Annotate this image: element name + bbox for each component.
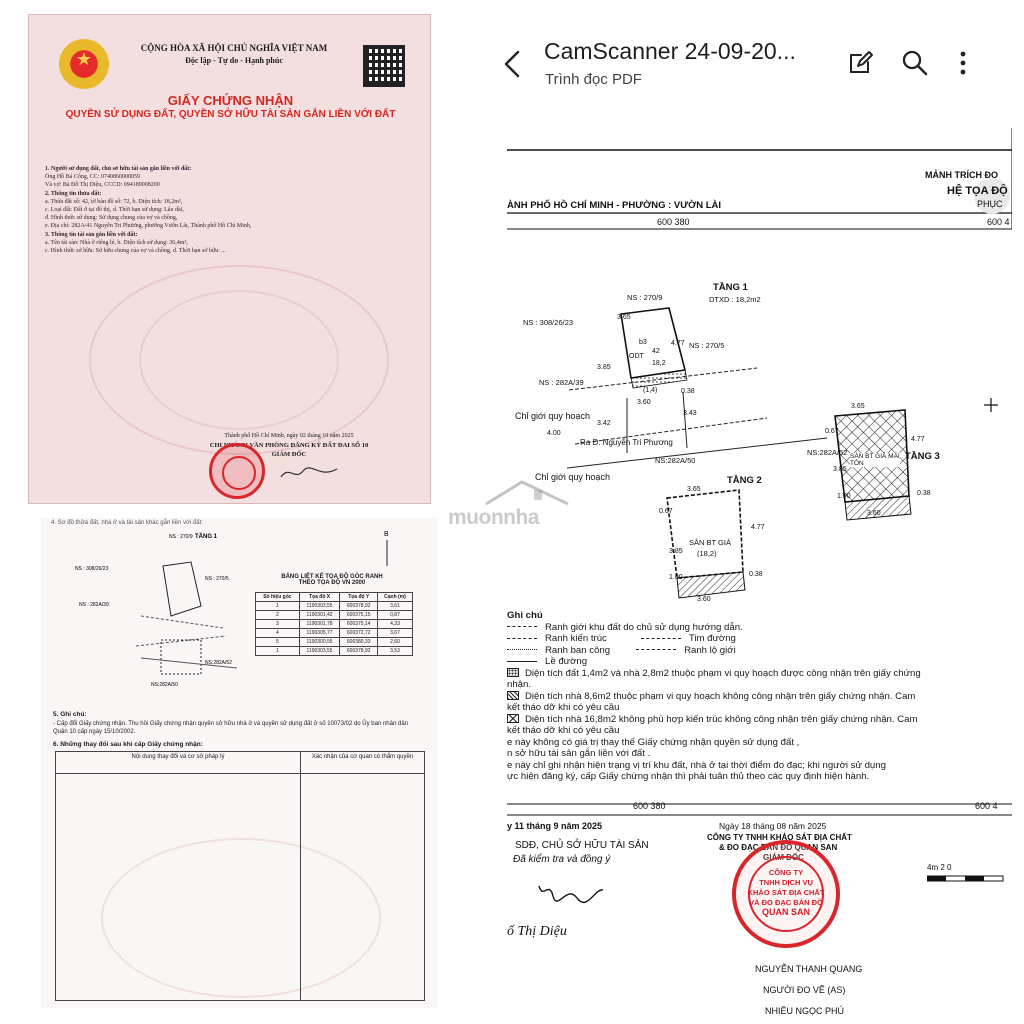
dim-477-a: 4.77 (671, 340, 685, 347)
table-row (256, 638, 413, 647)
legend-title: Ghi chú (507, 610, 543, 621)
house-logo-icon (482, 478, 572, 508)
table-cell: 3,53 (378, 647, 413, 656)
signature (279, 463, 339, 483)
dim-365-a: 3.65 (617, 314, 631, 321)
ns-left-top: NS : 308/26/23 (523, 318, 574, 327)
svg-text:NS : 270/5: NS : 270/5 (205, 576, 229, 582)
national-emblem-icon (59, 39, 109, 89)
dim-365-c: 3.65 (851, 403, 865, 410)
extract-page (41, 518, 438, 1008)
table-row (256, 620, 413, 629)
company-stamp: CÔNG TY TNHH DỊCH VỤ KHẢO SÁT ĐỊA CHẤT VÀ ĐO ĐẠC BẢN ĐỒ QUAN SAN (732, 840, 840, 948)
certificate-body (45, 165, 415, 255)
table-cell: 2,60 (378, 638, 413, 647)
table-header: Tọa độ Y (340, 593, 378, 602)
table-header: Tọa độ X (299, 593, 340, 602)
motto: Độc lập - Tự do - Hạnh phúc (185, 56, 283, 65)
floor-2-label: SÂN BT GIẢ (689, 538, 731, 547)
location-line: ÀNH PHỐ HỒ CHÍ MINH - PHƯỜNG : VƯỜN LÀI (507, 200, 722, 211)
svg-text:NS : 308/26/23: NS : 308/26/23 (75, 566, 109, 572)
certificate-line: Và vợ: Bà Đỗ Thị Diệu, CCCD: 094189008200 (45, 182, 160, 189)
director-title: GIÁM ĐỐC (271, 451, 307, 458)
dim-038-c: 0.38 (917, 490, 931, 497)
table-cell: 600378,92 (340, 647, 378, 656)
pdf-page[interactable] (507, 128, 1012, 1024)
certificate-line: đ. Hình thức sử dụng: Sử dụng chung của vợ và chồng, (45, 215, 178, 222)
notice-line: e này chỉ ghi nhận hiện trạng vị trí khu đất, nhà ở tại thời điểm đo đạc; khi người sử dụng (507, 759, 886, 771)
edit-icon[interactable] (846, 48, 876, 78)
parcel-number: 42 (652, 348, 660, 355)
certificate-line: c. Hình thức sở hữu: Sở hữu chung của vợ và chồng, d. Thời hạn sở hữu: ... (45, 248, 226, 255)
notes-text: - Cấp đổi Giấy chứng nhận. Thu hồi Giấy chứng nhận quyền sở hữu nhà ở và quyền sử dụng đất ở số 10073/02 do Ủy ban nhân dân Quận 10 cấp ngày 15/10/2002. (53, 721, 408, 735)
changes-col-content: Nội dung thay đổi và cơ sở pháp lý (56, 752, 301, 774)
grid-label: 600 380 (657, 217, 690, 227)
date-left: y 11 tháng 9 năm 2025 (507, 821, 603, 831)
document-title: CamScanner 24-09-20... (544, 38, 796, 64)
notice-line: e này không có giá trị thay thế Giấy chứng nhận quyền sử dụng đất , (507, 736, 800, 748)
company-name-2: & ĐO ĐẠC BẢN ĐỒ QUAN SAN (719, 843, 838, 852)
watermark-seal-inner (139, 290, 339, 430)
watermark-text: muonnha (448, 506, 539, 529)
ns-right: NS : 270/5 (689, 341, 725, 350)
dim-067-b: 0.67 (659, 508, 673, 515)
floor-3-label: SÀN BT GIẢ MÁI TÔN (850, 453, 900, 467)
footer-grid-label: 600 380 (633, 801, 666, 811)
ns-top: NS : 270/9 (627, 293, 663, 302)
search-icon[interactable] (900, 48, 930, 78)
dim-360-c: 3.60 (867, 510, 881, 517)
grid-label-right: 600 4 (987, 217, 1010, 227)
svg-text:NS:282A/52: NS:282A/52 (205, 660, 232, 666)
svg-text:NS : 282A/39: NS : 282A/39 (79, 602, 109, 608)
footer-grid-label-right: 600 4 (975, 801, 998, 811)
section-4-header: 4. Sơ đồ thửa đất, nhà ở và tài sản khác gắn liền với đất: (51, 520, 203, 526)
dim-038-a: 0.38 (681, 388, 695, 395)
owner-name: ố Thị Diệu (507, 924, 567, 939)
coordinate-system: HỆ TỌA ĐỘ (947, 185, 1008, 197)
dots-swatch-icon (507, 668, 519, 677)
certificate-line: e. Địa chỉ: 282A/41 Nguyễn Tri Phương, phường Vườn Lài, Thành phố Hồ Chí Minh, (45, 223, 252, 230)
dim-360-a: 3.60 (637, 399, 651, 406)
table-row (256, 611, 413, 620)
cross-swatch-icon (507, 714, 519, 723)
legend (507, 610, 927, 783)
table-row (256, 629, 413, 638)
owner-line: SDĐ, CHỦ SỞ HỮU TÀI SẢN (515, 840, 649, 851)
director-label: GIÁM ĐỐC (763, 853, 804, 862)
table-cell: 1190300,55 (299, 638, 340, 647)
site-watermark (442, 478, 582, 534)
svg-text:NS : 270/9: NS : 270/9 (169, 534, 193, 540)
table-cell: 5 (256, 638, 300, 647)
dim-400: 4.00 (547, 430, 561, 437)
legend-item: Lề đường (507, 656, 927, 668)
table-cell: 4,33 (378, 620, 413, 629)
coordinate-system-cont: PHỤC (977, 199, 1003, 209)
certificate-title: GIẤY CHỨNG NHẬN (167, 93, 294, 108)
page-header-frame (507, 128, 1012, 248)
nation-heading: CỘNG HÒA XÃ HỘI CHỦ NGHĨA VIỆT NAM (140, 43, 328, 53)
table-cell: 1190301,42 (299, 611, 340, 620)
scale-bar (927, 874, 1007, 884)
date-right: Ngày 18 tháng 08 năm 2025 (719, 821, 827, 831)
notes-title: 5. Ghi chú: (53, 711, 87, 718)
signer-name: NGUYỄN THANH QUANG (755, 964, 863, 974)
table-cell: 3,67 (378, 629, 413, 638)
ns-left: NS : 282A/39 (539, 378, 584, 387)
dim-100-c: 1.00 (837, 493, 851, 500)
table-cell: 600375,14 (340, 620, 378, 629)
dim-100-b: 1.00 (669, 574, 683, 581)
owner-signature (537, 876, 607, 906)
scale-label: 4m 2 0 (927, 863, 952, 872)
dim-385-b: 3.85 (669, 548, 683, 555)
dim-038-b: 0.38 (749, 571, 763, 578)
surveyor-name: NHIÊU NGỌC PHÚ (765, 1006, 845, 1016)
qr-code-icon (363, 45, 405, 87)
dim-477-b: 4.77 (751, 524, 765, 531)
extract-title: MẢNH TRÍCH ĐO (925, 170, 998, 180)
svg-text:TẦNG 1: TẦNG 1 (195, 534, 218, 540)
legend-item: Ranh ban công Ranh lộ giới (507, 645, 927, 657)
table-row (256, 647, 413, 656)
table-cell: 1 (256, 602, 300, 611)
red-seal-stamp (209, 443, 265, 499)
table-cell: 1190303,55 (299, 602, 340, 611)
certificate-subtitle: QUYỀN SỬ DỤNG ĐẤT, QUYỀN SỞ HỮU TÀI SẢN GẮN LIỀN VỚI ĐẤT (65, 109, 396, 120)
parcel-label: ODT (629, 353, 644, 360)
planning-line-2: Chỉ giới quy hoạch (535, 472, 610, 482)
agree-line: Đã kiểm tra và đồng ý (513, 854, 611, 865)
table-cell: 600378,92 (340, 602, 378, 611)
table-cell: 1190303,55 (299, 647, 340, 656)
dim-067-c: 0.67 (825, 428, 839, 435)
coordinate-table-title: BẢNG LIỆT KÊ TỌA ĐỘ GÓC RANH THEO TỌA ĐỘ VN 2000 (281, 574, 383, 586)
table-row (256, 602, 413, 611)
certificate-line: 3. Thông tin tài sản gắn liền với đất: (45, 231, 138, 238)
company-name-1: CÔNG TY TNHH KHẢO SÁT ĐỊA CHẤT (707, 833, 852, 842)
legend-item: Ranh giới khu đất do chủ sử dụng hướng dẫn. (507, 622, 927, 634)
floor-2-area: (18,2) (697, 549, 717, 558)
back-arrow-icon[interactable] (498, 46, 526, 82)
changes-table (55, 751, 425, 1001)
footer-frame (507, 796, 1012, 816)
document-subtitle: Trình đọc PDF (545, 71, 642, 88)
dim-343: 3.43 (683, 410, 697, 417)
floor-1-area: DTXD : 18,2m2 (709, 295, 761, 304)
legend-area-item: Diện tích nhà 8,6m2 thuộc phạm vi quy hoạch không công nhận trên giấy chứng nhận. Cam kết tháo dỡ khi có yêu cầu (507, 690, 916, 713)
floor-3-title: TẦNG 3 (905, 451, 940, 462)
legend-item: Ranh kiến trúc Tim đường (507, 633, 927, 645)
table-cell: 2 (256, 611, 300, 620)
issuing-office: CHI NHÁNH VĂN PHÒNG ĐĂNG KÝ ĐẤT ĐAI SỐ 10 (209, 442, 369, 449)
viewer-toolbar (462, 20, 1024, 102)
surveyor-label: NGƯỜI ĐO VẼ (AS) (763, 985, 846, 995)
floor-1-title: TẦNG 1 (713, 282, 748, 293)
parcel-area: 18,2 (652, 360, 666, 367)
small-area: (1,4) (643, 387, 658, 394)
table-cell: 1 (256, 647, 300, 656)
certificate-line: Ông Hồ Bá Công, CC: 0740860000059 (45, 174, 141, 181)
table-cell: 600372,72 (340, 629, 378, 638)
planning-line-1: Chỉ giới quy hoạch (515, 411, 590, 421)
table-cell: 4 (256, 629, 300, 638)
notice-line: n sở hữu tài sản gắn liền với đất . (507, 748, 651, 759)
table-cell: 3 (256, 620, 300, 629)
legend-area-item: Diện tích đất 1,4m2 và nhà 2,8m2 thuộc phạm vi quy hoạch được công nhận trên giấy chứng nhận. (507, 667, 921, 690)
road-name: Ra Đ. Nguyễn Tri Phương (580, 438, 673, 447)
table-cell: 1190305,77 (299, 629, 340, 638)
dim-477-c: 4.77 (911, 436, 925, 443)
dim-385-a: 3.85 (597, 364, 611, 371)
notice-line: ực hiện đăng ký, cấp Giấy chứng nhận thì phải tuân thủ theo các quy định hiện hành. (507, 771, 870, 782)
place-date: Thành phố Hồ Chí Minh, ngày 02 tháng 10 năm 2025 (224, 433, 354, 439)
changes-col-confirm: Xác nhận của cơ quan có thẩm quyền (301, 752, 425, 774)
table-cell: 1190301,78 (299, 620, 340, 629)
dim-365-b: 3.65 (687, 486, 701, 493)
certificate-line: a. Tên tài sản: Nhà ở riêng lẻ, b. Diện tích sử dụng: 36,4m², (45, 239, 188, 246)
ns-bottom: NS:282A/50 (655, 456, 696, 465)
dim-342: 3.42 (597, 420, 611, 427)
coordinate-table (255, 592, 413, 656)
certificate-page (28, 14, 431, 504)
table-cell: 0,87 (378, 611, 413, 620)
legend-area-item: Diện tích nhà 16,8m2 không phù hợp kiến trúc không công nhận trên giấy chứng nhận. Cam kết tháo dỡ khi có yêu cầu (507, 713, 918, 736)
table-cell: 600375,15 (340, 611, 378, 620)
floor-2-title: TẦNG 2 (727, 475, 762, 486)
hatch-swatch-icon (507, 691, 519, 700)
svg-text:NS:282A/50: NS:282A/50 (151, 682, 178, 688)
parcel-code: b3 (639, 339, 647, 346)
table-header: Số hiệu góc (256, 593, 300, 602)
dim-385-c: 3.85 (833, 466, 847, 473)
table-cell: 3,61 (378, 602, 413, 611)
certificate-line: a. Thửa đất số: 42, tờ bản đồ số: 72, b. Diện tích: 18,2m², (45, 198, 183, 205)
table-header: Cạnh (m) (378, 593, 413, 602)
north-mark: B (384, 531, 389, 538)
changes-title: 6. Những thay đổi sau khi cấp Giấy chứng nhận: (53, 741, 203, 748)
certificate-line: 1. Người sử dụng đất, chủ sở hữu tài sản gắn liền với đất: (45, 166, 192, 172)
certificate-line: 2. Thông tin thửa đất: (45, 190, 102, 197)
more-vert-icon[interactable] (948, 48, 978, 78)
ns-bottom-right: NS:282A/52 (807, 448, 848, 457)
dim-360-b: 3.60 (697, 596, 711, 603)
table-cell: 600380,33 (340, 638, 378, 647)
certificate-line: c. Loại đất: Đất ở tại đô thị, d. Thời hạn sử dụng: Lâu dài, (45, 207, 184, 214)
